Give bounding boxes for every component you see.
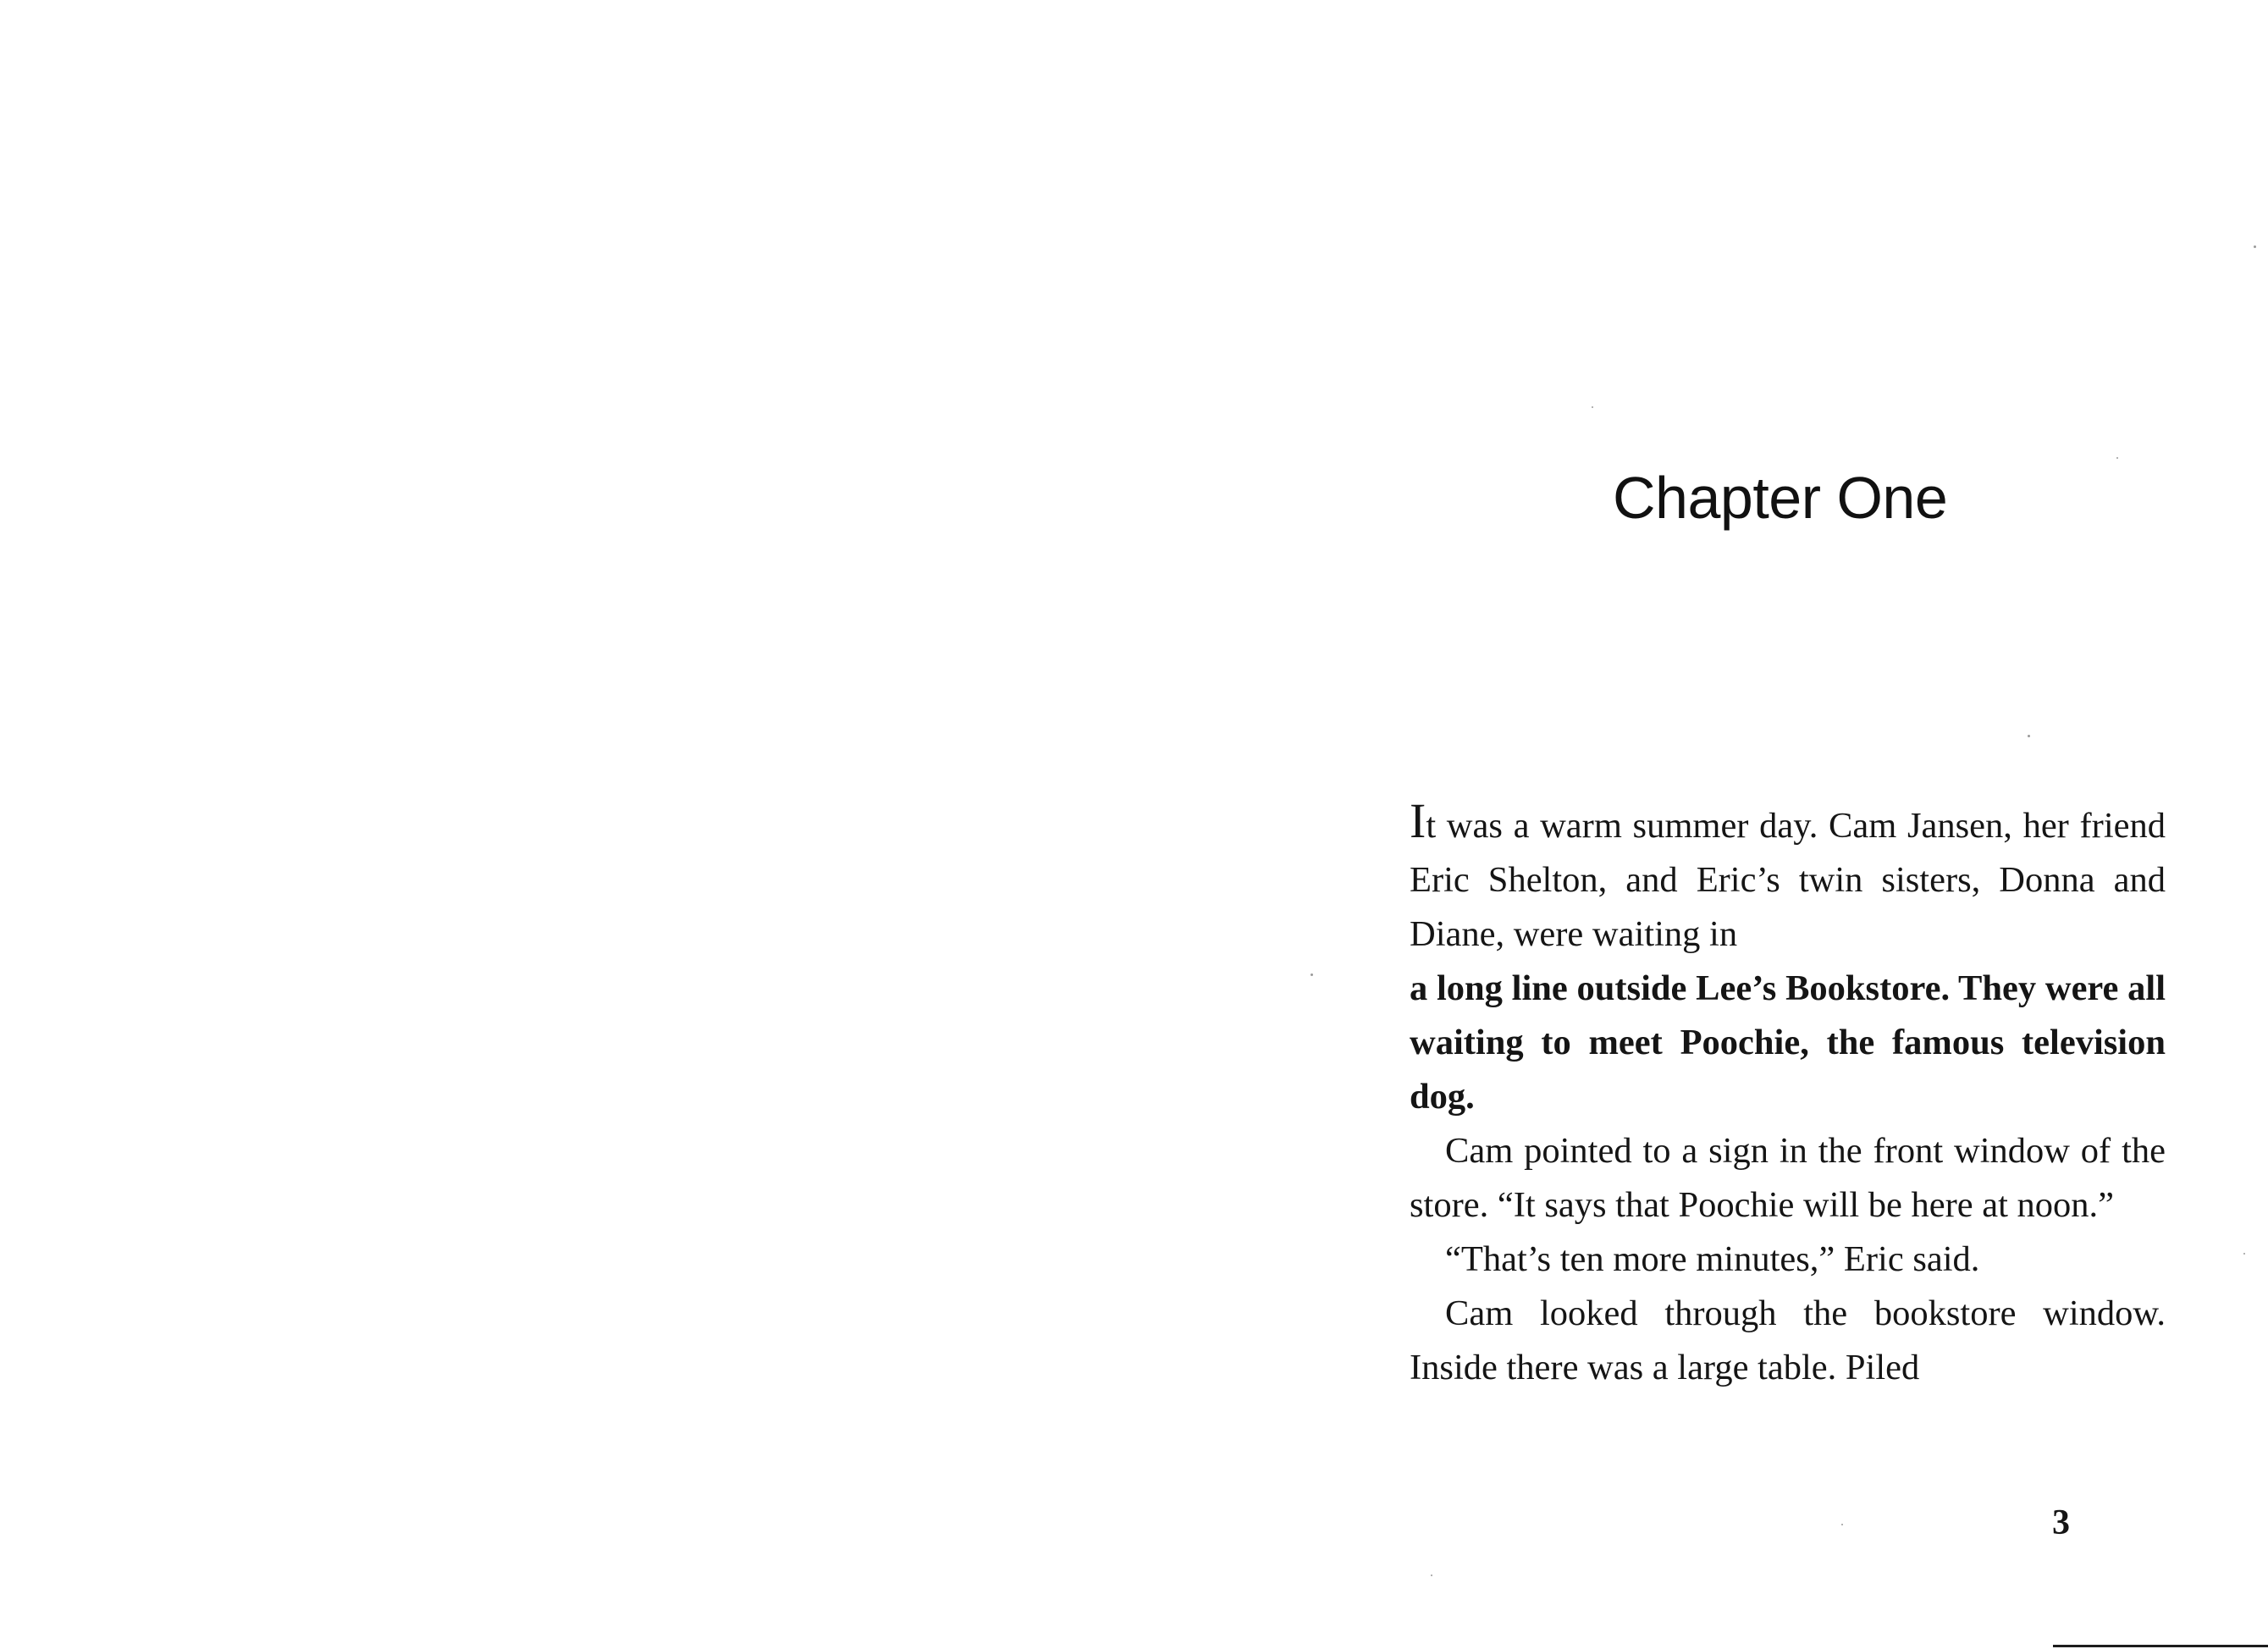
paragraph-4: Cam looked through the bookstore window. Inside there was a large table. Piled: [1410, 1293, 2166, 1387]
scan-speck: [2243, 1253, 2245, 1255]
paragraph-1-continued: a long line outside Lee’s Bookstore. They were all waiting to meet Poochie, the famous television dog.: [1410, 968, 2166, 1117]
paragraph-1: It was a warm summer day. Cam Jansen, her friend Eric Shelton, and Eric’s twin sisters, Donna and Diane, were waiting in: [1410, 793, 2166, 954]
scan-speck: [2116, 457, 2118, 459]
scan-speck: [1592, 406, 1593, 408]
scan-speck: [1841, 1524, 1843, 1525]
scan-speck: [1311, 973, 1313, 976]
paragraph-3: “That’s ten more minutes,” Eric said.: [1445, 1239, 1980, 1279]
page-edge-line: [2053, 1645, 2268, 1647]
scan-speck: [1431, 1575, 1432, 1576]
scan-speck: [2028, 735, 2030, 737]
chapter-title: Chapter One: [1613, 465, 1948, 531]
chapter-body-text: [1410, 794, 2166, 1395]
page-number: 3: [2052, 1503, 2070, 1542]
scan-speck: [2254, 245, 2256, 248]
paragraph-2: Cam pointed to a sign in the front window of the store. “It says that Poochie will be here at noon.”: [1410, 1131, 2166, 1225]
